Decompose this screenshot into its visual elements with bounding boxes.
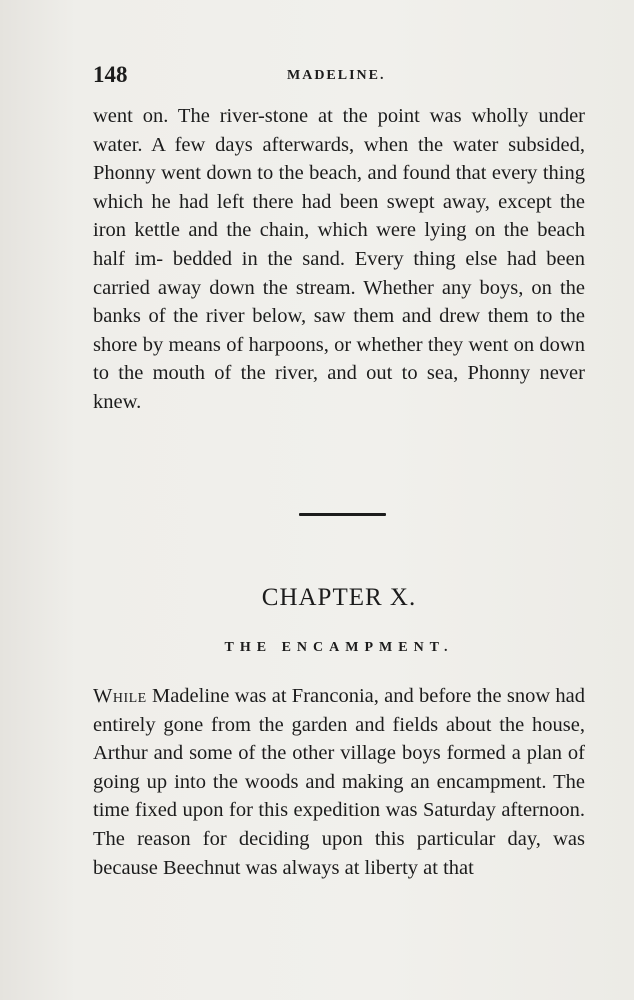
page-header xyxy=(93,60,585,90)
running-head: MADELINE. xyxy=(287,68,386,83)
closing-paragraph: went on. The river-stone at the point was wholly under water. A few days afterwards, when the water subsided, Phonny went down to the beach, and found that every thing which he had left there had been swept away, except the iron kettle and the chain, which were lying on the beach half im- bedded in the sand. Every thing else had been carried away down the stream. Whether any boys, on the banks of the river below, saw them and drew them to the shore by means of harpoons, or whether they went on down to the mouth of the river, and out to sea, Phonny never knew. xyxy=(93,105,585,413)
chapter-opening-paragraph xyxy=(93,682,585,882)
page-number: 148 xyxy=(93,62,128,87)
chapter-subtitle: THE ENCAMPMENT. xyxy=(224,640,454,655)
opening-paragraph-text: Madeline was at Franconia, and before the snow had entirely gone from the garden and fields about the house, Arthur and some of the other village boys formed a plan of going up into the woods and making an encampment. The time fixed upon for this expedition was Saturday afternoon. The reason for deciding upon this particular day, was because Beechnut was always at liberty at that xyxy=(93,685,585,879)
chapter-title: CHAPTER X. xyxy=(261,584,417,611)
section-divider xyxy=(299,513,386,516)
opening-word: While xyxy=(93,685,147,707)
